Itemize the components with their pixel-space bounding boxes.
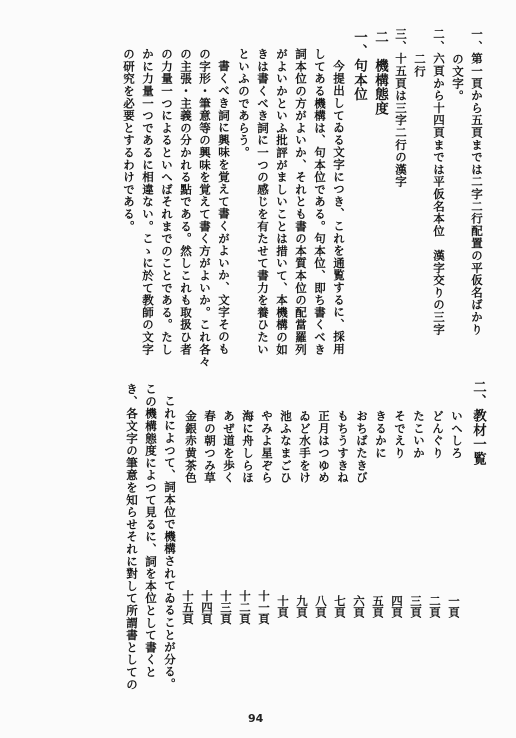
material-page-8: 八頁 <box>314 595 328 618</box>
paragraph-1-line-3: 詞本位の方がよいか、それとも書の本質本位の配當羅列 <box>294 48 308 356</box>
section-title: 二 機構態度 <box>372 30 388 116</box>
material-page-13: 十三頁 <box>219 590 233 625</box>
material-word-1: いへしろ <box>450 410 464 460</box>
paragraph-1-line-1: 今提出してゐる文字につき、これを通覧するに、採用 <box>332 60 346 356</box>
paragraph-2-line-2: の字形・筆意等の興味を覚えて書く方がよいか。これ各々 <box>198 48 212 368</box>
material-word-11: やみよ星ぞら <box>260 410 274 484</box>
material-page-6: 六頁 <box>352 595 366 618</box>
list-item-1-line-2: の文字。 <box>451 53 465 103</box>
material-page-7: 七頁 <box>333 595 347 618</box>
material-page-4: 四頁 <box>390 595 404 618</box>
paragraph-2-line-3: の主張・主義の分かれる點である。然しこれも取扱ひ者 <box>179 48 193 356</box>
page-number: 94 <box>248 712 264 725</box>
material-word-4: そでえり <box>393 410 407 460</box>
paragraph-2-line-5: かに力量一つであるに相違ない。こゝに於て教師の文字 <box>141 48 155 356</box>
paragraph-2-line-4: の力量一つによるといへばそれまでのことである。たし <box>160 48 174 356</box>
material-page-15: 十五頁 <box>181 590 195 625</box>
list-item-1-line-1: 一、第一頁から五頁までは二字二行配置の平仮名ばかり <box>470 28 484 336</box>
material-page-12: 十二頁 <box>238 590 252 625</box>
material-word-15: 金銀赤黄茶色 <box>184 410 198 484</box>
list-item-3: 三、十五頁は三字二行の漢字 <box>394 28 408 188</box>
material-word-7: もちうすきね <box>336 410 350 484</box>
list-item-2-line-1: 二、六頁から十四頁までは平仮名本位 漢字交りの三字 <box>432 28 446 336</box>
paragraph-2-line-6: の研究を必要とするわけである。 <box>122 48 136 233</box>
material-word-6: おちばたきび <box>355 410 369 484</box>
material-word-5: きるかに <box>374 410 388 460</box>
material-word-12: 海に舟しらほ <box>241 410 255 484</box>
material-page-2: 二頁 <box>428 595 442 618</box>
material-page-10: 十頁 <box>276 595 290 618</box>
material-word-9: ゐど水手をけ <box>298 410 312 484</box>
material-page-11: 十一頁 <box>257 590 271 625</box>
conclusion-line-2: この機構態度によつて見るに、詞を本位として書くと <box>144 383 158 679</box>
sub-title: 一、句本位 <box>351 30 367 102</box>
material-word-10: 池ふなまごひ <box>279 410 293 484</box>
paragraph-1-line-4: がよいかといふ批評がましいことは措いて、本機構の如 <box>275 48 289 356</box>
material-page-3: 三頁 <box>409 595 423 618</box>
material-word-3: たこいか <box>412 410 426 460</box>
material-page-9: 九頁 <box>295 595 309 618</box>
list-item-2-line-2: 二行 <box>413 53 427 78</box>
material-word-2: どんぐり <box>431 410 445 460</box>
paragraph-2-line-1: 書くべき詞に興味を覚えて書くがよいか、文字そのも <box>217 60 231 356</box>
material-word-14: 春の朝つみ草 <box>203 410 217 484</box>
conclusion-line-3: き、各文字の筆意を知らせそれに對して所謂書としての <box>125 383 139 691</box>
paragraph-1-line-5: きは書くべき詞に一つの感じを有たせて書力を養ひたい <box>256 48 270 356</box>
material-word-13: あぜ道を歩く <box>222 410 236 484</box>
material-page-1: 一頁 <box>447 595 461 618</box>
conclusion-line-1: これによつて、詞本位で機構されてゐることが分る。 <box>163 395 177 691</box>
material-page-14: 十四頁 <box>200 590 214 625</box>
paragraph-1-line-6: といふのであらう。 <box>237 48 251 159</box>
materials-title: 二、教材一覧 <box>470 380 486 466</box>
paragraph-1-line-2: してある機構は、句本位である。句本位、即ち書くべき <box>313 48 327 356</box>
material-word-8: 正月はつゆめ <box>317 410 331 484</box>
material-page-5: 五頁 <box>371 595 385 618</box>
